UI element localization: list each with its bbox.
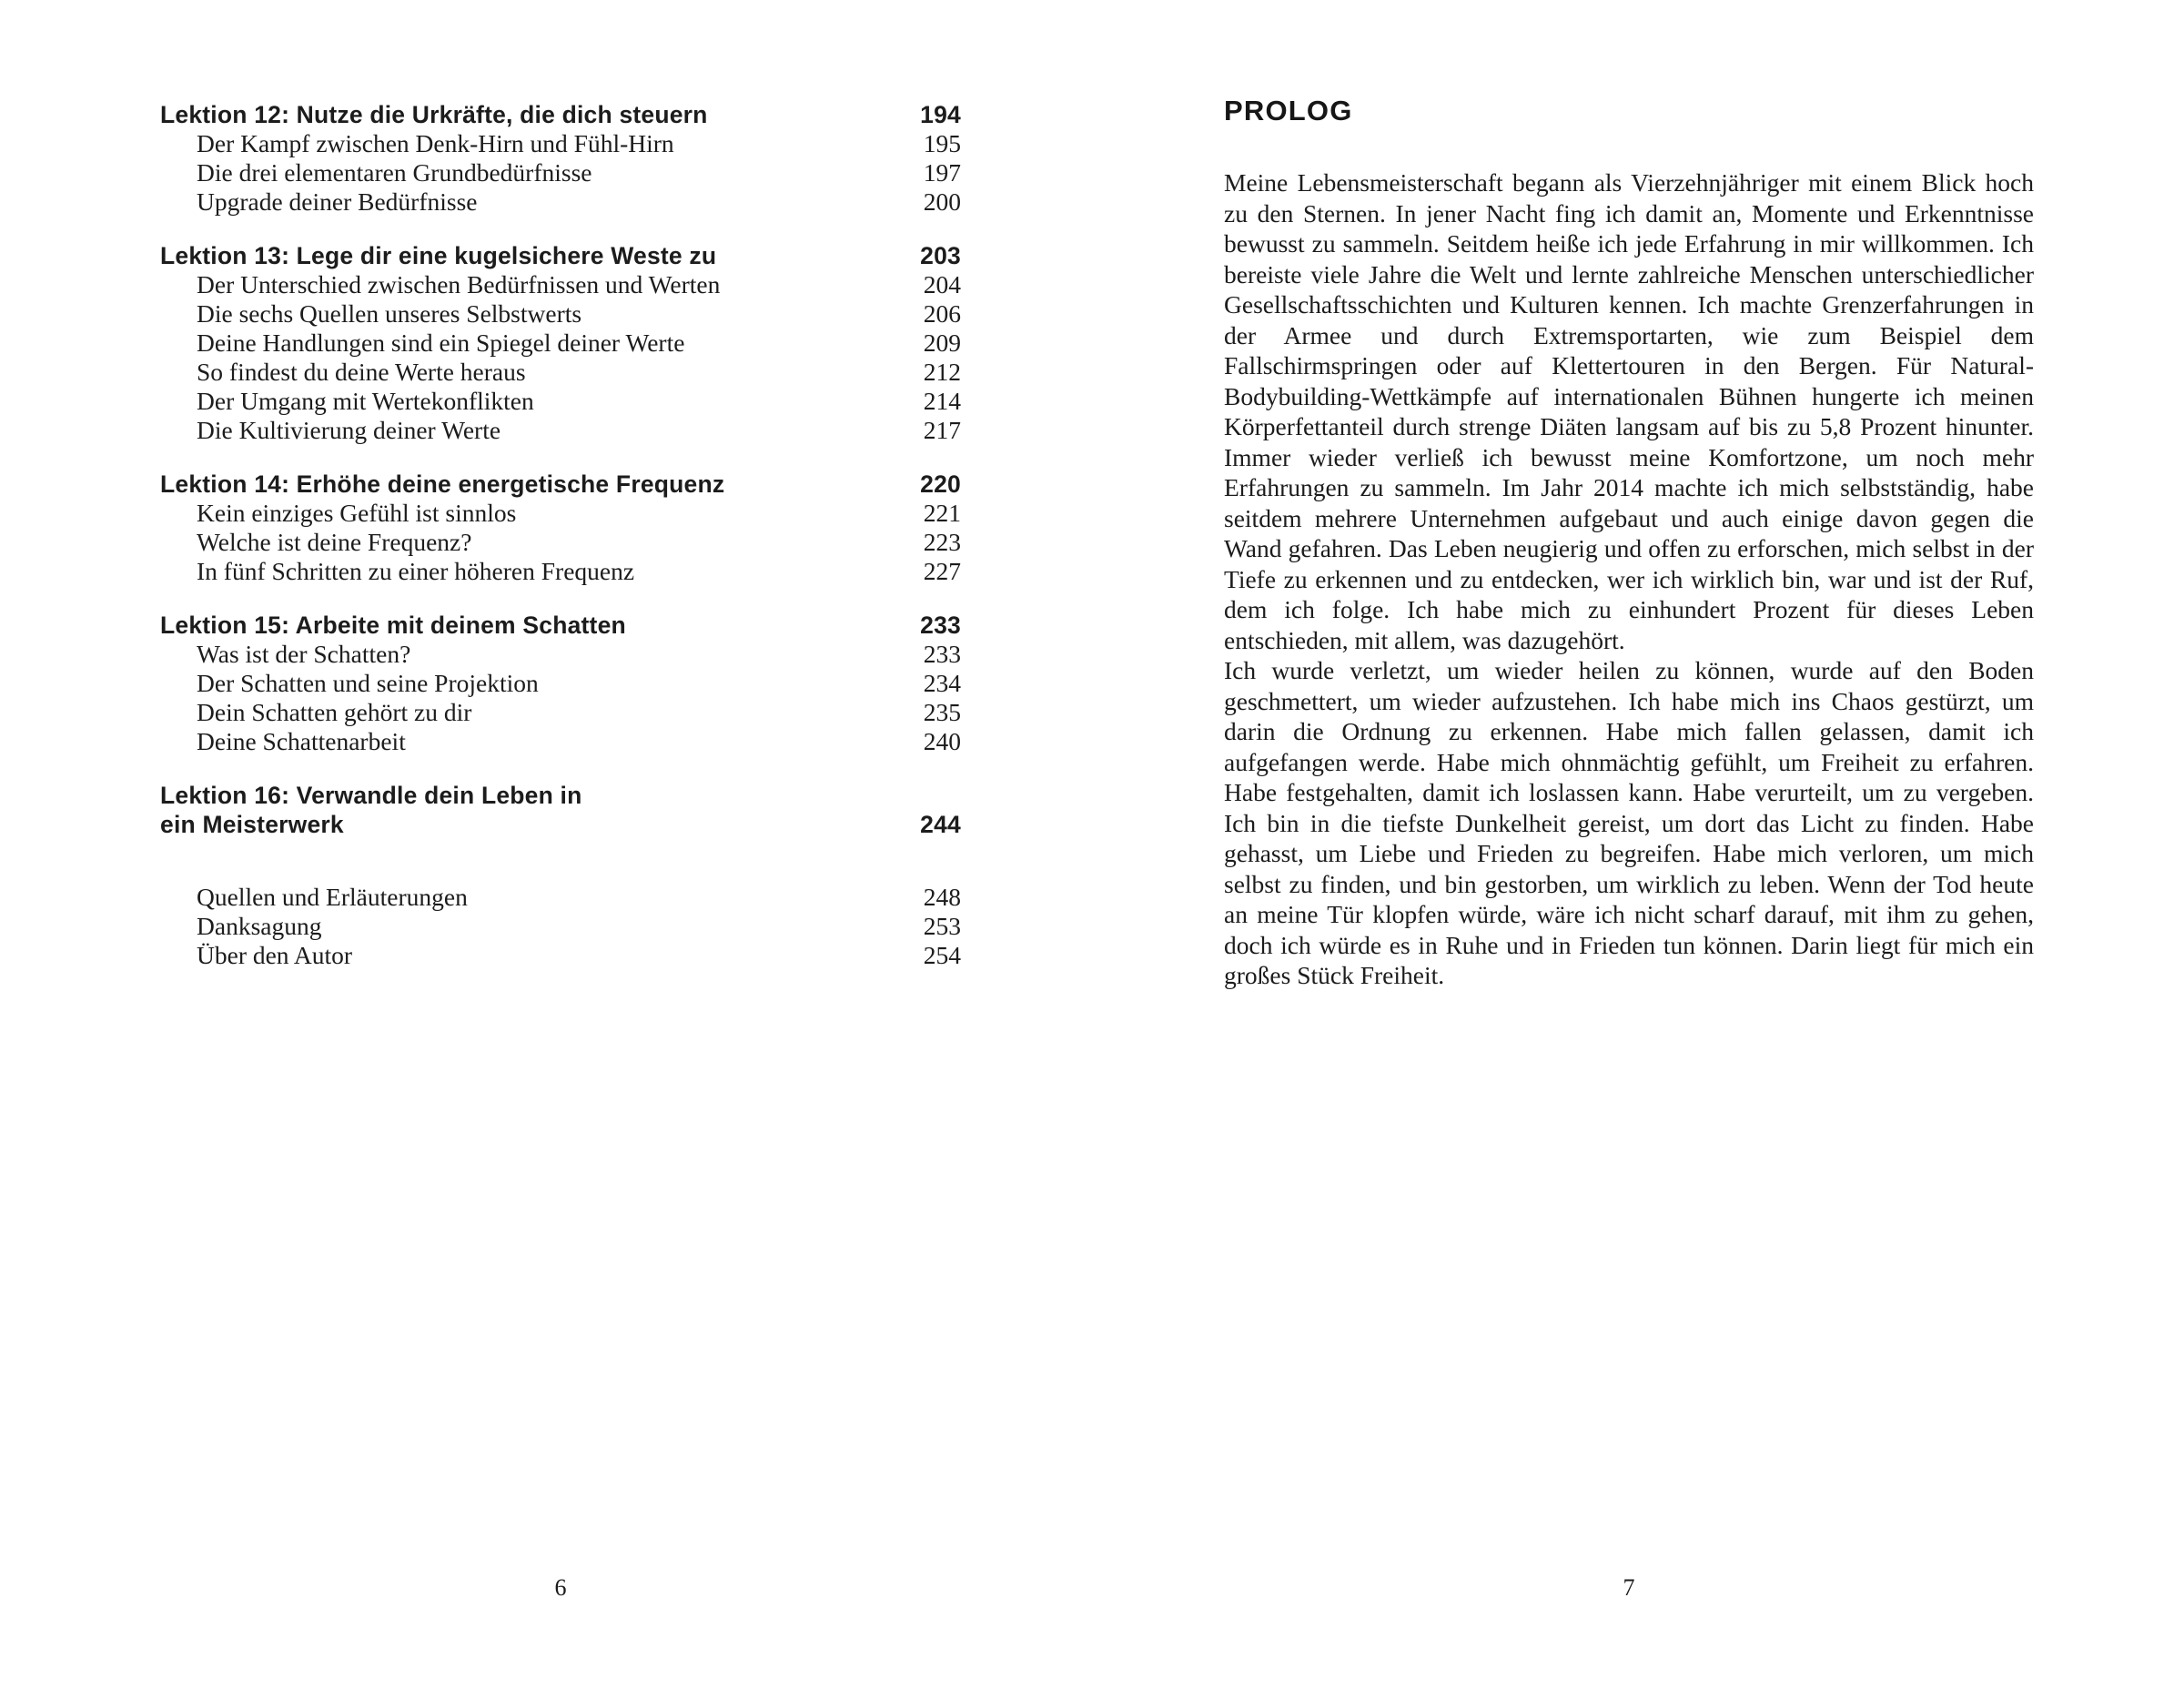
toc-entry-page: 223 (923, 528, 961, 556)
toc-entry-page: 197 (923, 158, 961, 187)
toc-entry-page: 244 (920, 811, 961, 838)
toc-entry-label: Welche ist deine Frequenz? (197, 528, 472, 556)
toc-entry-page: 209 (923, 329, 961, 357)
toc-entry-label: In fünf Schritten zu einer höheren Frequenz (197, 557, 635, 585)
prolog-paragraph: Meine Lebensmeisterschaft begann als Vierzehnjähriger mit einem Blick hoch zu den Sternen. In jener Nacht fing ich damit an, Momente und Erkenntnisse bewusst zu sammeln. Seitdem heiße ich jede Erfahrung in mir willkommen. Ich bereiste viele Jahre die Welt und lernte zahlreiche Menschen unterschiedlicher Gesellschaftsschichten und Kulturen kennen. Ich machte Grenzerfahrungen in der Armee und durch Extremsportarten, wie zum Beispiel dem Fallschirmspringen oder auf Klettertouren in den Bergen. Für Natural-Bodybuilding-Wettkämpfe auf internationalen Bühnen hungerte ich meinen Körperfettanteil durch strenge Diäten langsam auf bis zu 5,8 Prozent hinunter. Immer wieder verließ ich bewusst meine Komfortzone, um noch mehr Erfahrungen zu sammeln. Im Jahr 2014 machte ich mich selbstständig, habe seitdem mehrere Unternehmen aufgebaut und auch einige davon gegen die Wand gefahren. Das Leben neugierig und offen zu erforschen, mich selbst in der Tiefe zu erkennen und zu entdecken, wer ich wirklich bin, war und ist der Ruf, dem ich folge. Ich habe mich zu einhundert Prozent für dieses Leben entschieden, mit allem, was dazugehört. (1224, 168, 2034, 654)
toc-chapter-row (160, 241, 961, 270)
toc-chapter-row (160, 470, 961, 499)
toc-entry-label: Der Umgang mit Wertekonflikten (197, 387, 534, 415)
toc-section-row (160, 416, 961, 445)
toc-entry-label: Kein einziges Gefühl ist sinnlos (197, 499, 517, 527)
toc-entry-page: 217 (923, 416, 961, 444)
toc-entry-page: 248 (923, 883, 961, 911)
toc-entry-label: Der Kampf zwischen Denk-Hirn und Fühl-Hirn (197, 129, 674, 157)
toc-chapter-row (160, 781, 961, 810)
toc-entry-label: So findest du deine Werte heraus (197, 358, 526, 386)
toc-entry-page: 221 (923, 499, 961, 527)
toc-entry-label: Danksagung (197, 912, 322, 940)
toc-entry-page: 195 (923, 129, 961, 157)
toc-entry-page: 206 (923, 299, 961, 328)
toc-section-row (160, 270, 961, 299)
toc-entry-label: Lektion 14: Erhöhe deine energetische Frequenz (160, 470, 725, 498)
toc-entry-label: Der Schatten und seine Projektion (197, 669, 539, 697)
toc-section-row (160, 387, 961, 416)
toc-entry-page: 235 (923, 698, 961, 726)
toc-entry-label: Der Unterschied zwischen Bedürfnissen und Werten (197, 270, 721, 298)
toc-section-row (160, 158, 961, 187)
toc-entry-page: 240 (923, 727, 961, 755)
toc-entry-label: Die Kultivierung deiner Werte (197, 416, 501, 444)
toc-entry-label: Was ist der Schatten? (197, 640, 411, 668)
toc-entry-label: Upgrade deiner Bedürfnisse (197, 187, 478, 216)
prolog-paragraph: Ich wurde verletzt, um wieder heilen zu können, wurde auf den Boden geschmettert, um wieder aufzustehen. Ich habe mich ins Chaos gestürzt, um darin die Ordnung zu erkennen. Habe mich fallen gelassen, damit ich aufgefangen werde. Habe mich ohnmächtig gefühlt, um Freiheit zu erfahren. Habe festgehalten, damit ich loslassen kann. Habe verurteilt, um zu vergeben. Ich bin in die tiefste Dunkelheit gereist, um dort das Licht zu finden. Habe gehasst, um Liebe und Frieden zu begreifen. Habe mich verloren, um mich selbst zu finden, und bin gestorben, um wirklich zu leben. Wenn der Tod heute an meine Tür klopfen würde, wäre ich nicht scharf darauf, mit ihm zu gehen, doch ich würde es in Ruhe und in Frieden tun können. Darin liegt für mich ein großes Stück Freiheit. (1224, 656, 2034, 989)
toc-entry-page: 253 (923, 912, 961, 940)
toc-entry-page: 204 (923, 270, 961, 298)
toc-section-row (160, 499, 961, 528)
toc-chapter-row (160, 810, 961, 839)
toc-entry-label: Lektion 12: Nutze die Urkräfte, die dich steuern (160, 101, 708, 128)
toc-entry-page: 254 (923, 941, 961, 969)
left-page (160, 100, 961, 970)
prolog-title: PROLOG (1224, 95, 1353, 126)
toc-entry-page: 212 (923, 358, 961, 386)
toc-entry-label: ein Meisterwerk (160, 811, 344, 838)
toc-entry-label: Deine Schattenarbeit (197, 727, 406, 755)
toc-entry-page: 233 (920, 612, 961, 639)
toc-entry-label: Die sechs Quellen unseres Selbstwerts (197, 299, 582, 328)
toc-entry-label: Über den Autor (197, 941, 353, 969)
toc-section-row (160, 299, 961, 329)
table-of-contents (160, 100, 961, 970)
toc-backmatter-row (160, 883, 961, 912)
right-page-number: 7 (1623, 1574, 1635, 1601)
toc-entry-label: Dein Schatten gehört zu dir (197, 698, 472, 726)
toc-section-row (160, 557, 961, 586)
toc-section-row (160, 640, 961, 669)
toc-entry-label: Quellen und Erläuterungen (197, 883, 468, 911)
toc-section-row (160, 358, 961, 387)
prolog-body (1224, 167, 2034, 991)
toc-entry-label: Die drei elementaren Grundbedürfnisse (197, 158, 592, 187)
toc-entry-label: Deine Handlungen sind ein Spiegel deiner Werte (197, 329, 685, 357)
toc-entry-label: Lektion 16: Verwandle dein Leben in (160, 782, 582, 809)
toc-section-row (160, 129, 961, 158)
toc-entry-label: Lektion 15: Arbeite mit deinem Schatten (160, 612, 626, 639)
toc-section-row (160, 698, 961, 727)
toc-entry-page: 227 (923, 557, 961, 585)
toc-backmatter-row (160, 941, 961, 970)
toc-section-row (160, 669, 961, 698)
toc-entry-label: Lektion 13: Lege dir eine kugelsichere Weste zu (160, 242, 717, 269)
toc-section-row (160, 528, 961, 557)
toc-entry-page: 200 (923, 187, 961, 216)
toc-section-row (160, 187, 961, 217)
toc-entry-page: 194 (920, 101, 961, 128)
toc-backmatter-row (160, 912, 961, 941)
toc-entry-page: 214 (923, 387, 961, 415)
toc-chapter-row (160, 611, 961, 640)
left-page-number: 6 (554, 1574, 567, 1601)
toc-entry-page: 234 (923, 669, 961, 697)
toc-entry-page: 220 (920, 470, 961, 498)
toc-entry-page: 233 (923, 640, 961, 668)
toc-section-row (160, 329, 961, 358)
right-page (1224, 95, 2034, 991)
toc-entry-page: 203 (920, 242, 961, 269)
toc-chapter-row (160, 100, 961, 129)
toc-section-row (160, 727, 961, 756)
